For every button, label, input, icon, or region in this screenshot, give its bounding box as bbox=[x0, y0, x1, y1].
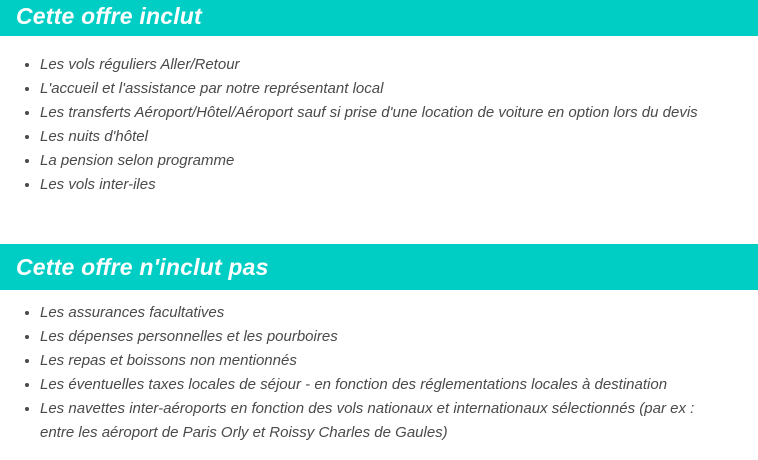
list-item: • Les transferts Aéroport/Hôtel/Aéroport sauf si prise d'une location de voiture en option lors du devis bbox=[40, 101, 722, 125]
list-item: • Les repas et boissons non mentionnés bbox=[40, 349, 722, 373]
excluded-section-title: Cette offre n'inclut pas bbox=[16, 253, 269, 280]
section-spacer bbox=[0, 197, 758, 244]
list-item: • Les éventuelles taxes locales de séjour - en fonction des réglementations locales à destination bbox=[40, 373, 722, 397]
list-item: • La pension selon programme bbox=[40, 149, 722, 173]
list-item: • Les dépenses personnelles et les pourboires bbox=[40, 325, 722, 349]
included-section-title: Cette offre inclut bbox=[16, 3, 202, 29]
list-item: • L'accueil et l'assistance par notre représentant local bbox=[40, 77, 722, 101]
list-item: • Les assurances facultatives bbox=[40, 301, 722, 325]
list-item: • Les vols inter-iles bbox=[40, 173, 722, 197]
list-item: • Les vols réguliers Aller/Retour bbox=[40, 53, 722, 77]
list-item: • Les nuits d'hôtel bbox=[40, 125, 722, 149]
included-section-header bbox=[0, 0, 758, 36]
list-item: • Les navettes inter-aéroports en fonction des vols nationaux et internationaux sélectionnés (par ex : entre les aéroport de Paris Orly et Roissy Charles de Gaules) bbox=[40, 397, 722, 445]
included-items-list bbox=[0, 53, 758, 197]
excluded-section-header bbox=[0, 244, 758, 290]
excluded-items-list bbox=[0, 301, 758, 445]
